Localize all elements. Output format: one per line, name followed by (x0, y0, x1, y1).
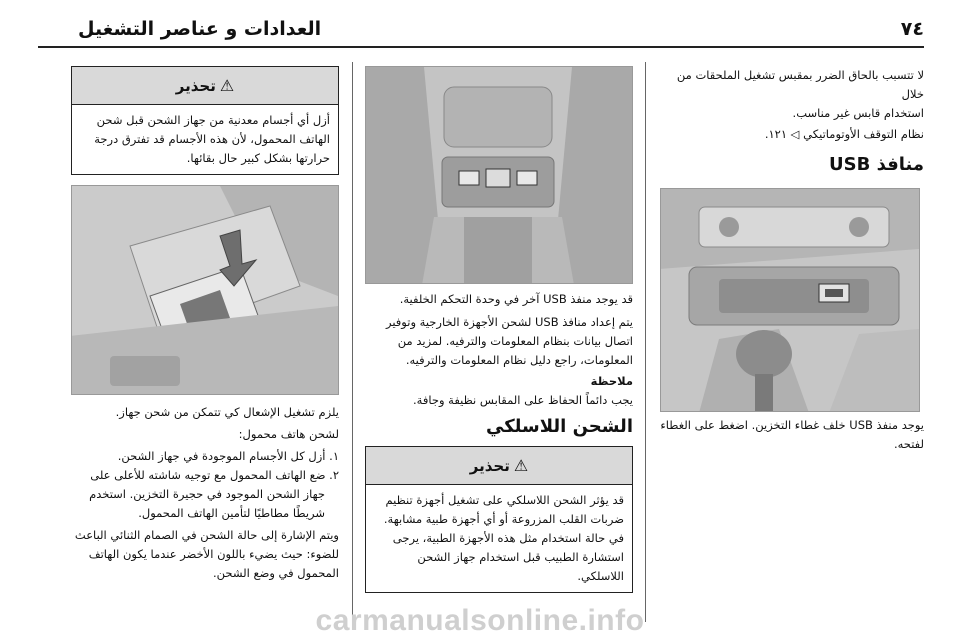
rear-console-photo (365, 66, 633, 284)
list-item: شريطًا مطاطيًا لتأمين الهاتف المحمول. (138, 506, 325, 520)
body-line: المعلومات، راجع دليل نظام المعلومات والترفيه. (405, 353, 633, 367)
warning-triangle-icon: ⚠ (513, 456, 529, 475)
warning-box (71, 66, 339, 175)
note-text: يجب دائماً الحفاظ على المقابس نظيفة وجافة. (413, 393, 633, 407)
warning-body (72, 105, 338, 174)
page-number: ٧٤ (900, 18, 924, 40)
wireless-heading: الشحن اللاسلكي (485, 416, 633, 437)
warning-line: ضربات القلب المزروعة أو أي أجهزة طبية مشابهة. (383, 512, 624, 526)
warning-title: تحذير (175, 76, 216, 95)
warning-triangle-icon: ⚠ (219, 76, 235, 95)
intro-line: لا تتسبب بالحاق الضرر بمقبس تشغيل الملحقات من خلال (676, 68, 924, 101)
usb-heading: منافذ USB (828, 154, 924, 175)
list-item: ١. أزل كل الأجسام الموجودة في جهاز الشحن. (117, 449, 339, 463)
header-rule (38, 46, 924, 48)
intro-line: نظام التوقف الأوتوماتيكي ◁ ١٢١. (764, 127, 924, 141)
warning-box (365, 446, 633, 593)
body-line: المحمول في وضع الشحن. (213, 566, 339, 580)
wireless-charger-photo (71, 185, 339, 395)
column-divider (645, 62, 646, 622)
warning-line: حرارتها بشكل كبير حال بقائها. (186, 151, 330, 165)
warning-line: قد يؤثر الشحن اللاسلكي على تشغيل أجهزة تنظيم (385, 493, 624, 507)
list-item: ٢. ضع الهاتف المحمول مع توجيه شاشته للأعلى على (90, 468, 339, 482)
wireless-charger-illustration (71, 186, 338, 395)
body-line: ويتم الإشارة إلى حالة الشحن في الصمام الثنائي الباعث (74, 528, 339, 542)
photo-caption: يوجد منفذ USB خلف غطاء التخزين. اضغط على الغطاء (660, 418, 924, 432)
warning-title: تحذير (469, 456, 510, 475)
intro-line: استخدام قابس غير مناسب. (792, 106, 924, 120)
page-title: العدادات و عناصر التشغيل (78, 18, 322, 40)
watermark: carmanualsonline.info (315, 604, 645, 637)
center-console-illustration (660, 189, 919, 412)
warning-header (72, 67, 338, 105)
rear-console-illustration (365, 67, 632, 284)
list-item: جهاز الشحن الموجود في حجيرة التخزين. استخدم (89, 487, 325, 501)
warning-line: استشارة الطبيب قبل استخدام جهاز الشحن اللاسلكي. (417, 550, 624, 583)
body-line: يلزم تشغيل الإشعال كي تتمكن من شحن جهاز. (115, 405, 339, 419)
body-line: يتم إعداد منافذ USB لشحن الأجهزة الخارجية وتوفير (385, 315, 633, 329)
middle-column (365, 66, 633, 593)
column-divider (352, 62, 353, 622)
warning-line: الهاتف المحمول، لأن هذه الأجسام قد تفترق درجة (94, 132, 330, 146)
right-column (654, 66, 924, 454)
warning-header (366, 447, 632, 485)
body-line: للضوء: حيث يضيء باللون الأخضر عندما يكون الهاتف (88, 547, 339, 561)
left-column (71, 66, 339, 583)
body-line: اتصال بيانات بنظام المعلومات والترفيه. لمزيد من (397, 334, 633, 348)
note-title: ملاحظة (590, 374, 633, 388)
warning-line: في حالة استخدام مثل هذه الأجهزة الطبية، يرجى (392, 531, 624, 545)
photo-caption: قد يوجد منفذ USB آخر في وحدة التحكم الخلفية. (399, 292, 633, 306)
warning-line: أزل أي أجسام معدنية من جهاز الشحن قبل شحن (96, 113, 330, 127)
photo-caption: لفتحه. (893, 437, 924, 451)
warning-body (366, 485, 632, 592)
usb-port-photo (660, 188, 920, 412)
body-line: لشحن هاتف محمول: (238, 427, 339, 441)
